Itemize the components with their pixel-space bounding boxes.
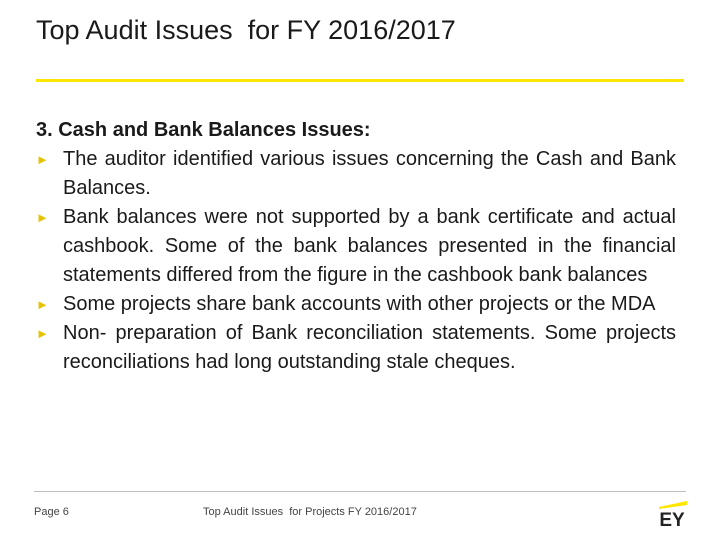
bullet-text: Some projects share bank accounts with other projects or the MDA [63, 293, 656, 315]
bullet-item [36, 145, 676, 203]
bullet-arrow-icon: ► [36, 297, 49, 312]
bullet-arrow-icon: ► [36, 326, 49, 341]
bullet-arrow-icon: ► [36, 152, 49, 167]
footer-divider [34, 491, 686, 492]
bullet-text: The auditor identified various issues concerning the Cash and Bank Balances. [63, 148, 676, 199]
bullet-text: Bank balances were not supported by a bank certificate and actual cashbook. Some of the bank balances presented in the financial statements differed from the figure in the cashbook bank balances [63, 206, 676, 286]
bullet-arrow-icon: ► [36, 210, 49, 225]
bullet-item [36, 290, 676, 319]
slide-title: Top Audit Issues for FY 2016/2017 [36, 15, 456, 45]
logo-text: EY [659, 510, 685, 528]
section-heading: 3. Cash and Bank Balances Issues: [36, 119, 371, 141]
ey-logo-icon [655, 498, 689, 528]
bullet-item [36, 203, 676, 290]
slide-content [36, 116, 676, 377]
bullet-text: Non- preparation of Bank reconciliation statements. Some projects reconciliations had long outstanding stale cheques. [63, 322, 676, 373]
title-divider [36, 79, 684, 82]
bullet-item [36, 319, 676, 377]
page-number: Page 6 [34, 506, 69, 518]
footer-title: Top Audit Issues for Projects FY 2016/2017 [203, 506, 417, 518]
